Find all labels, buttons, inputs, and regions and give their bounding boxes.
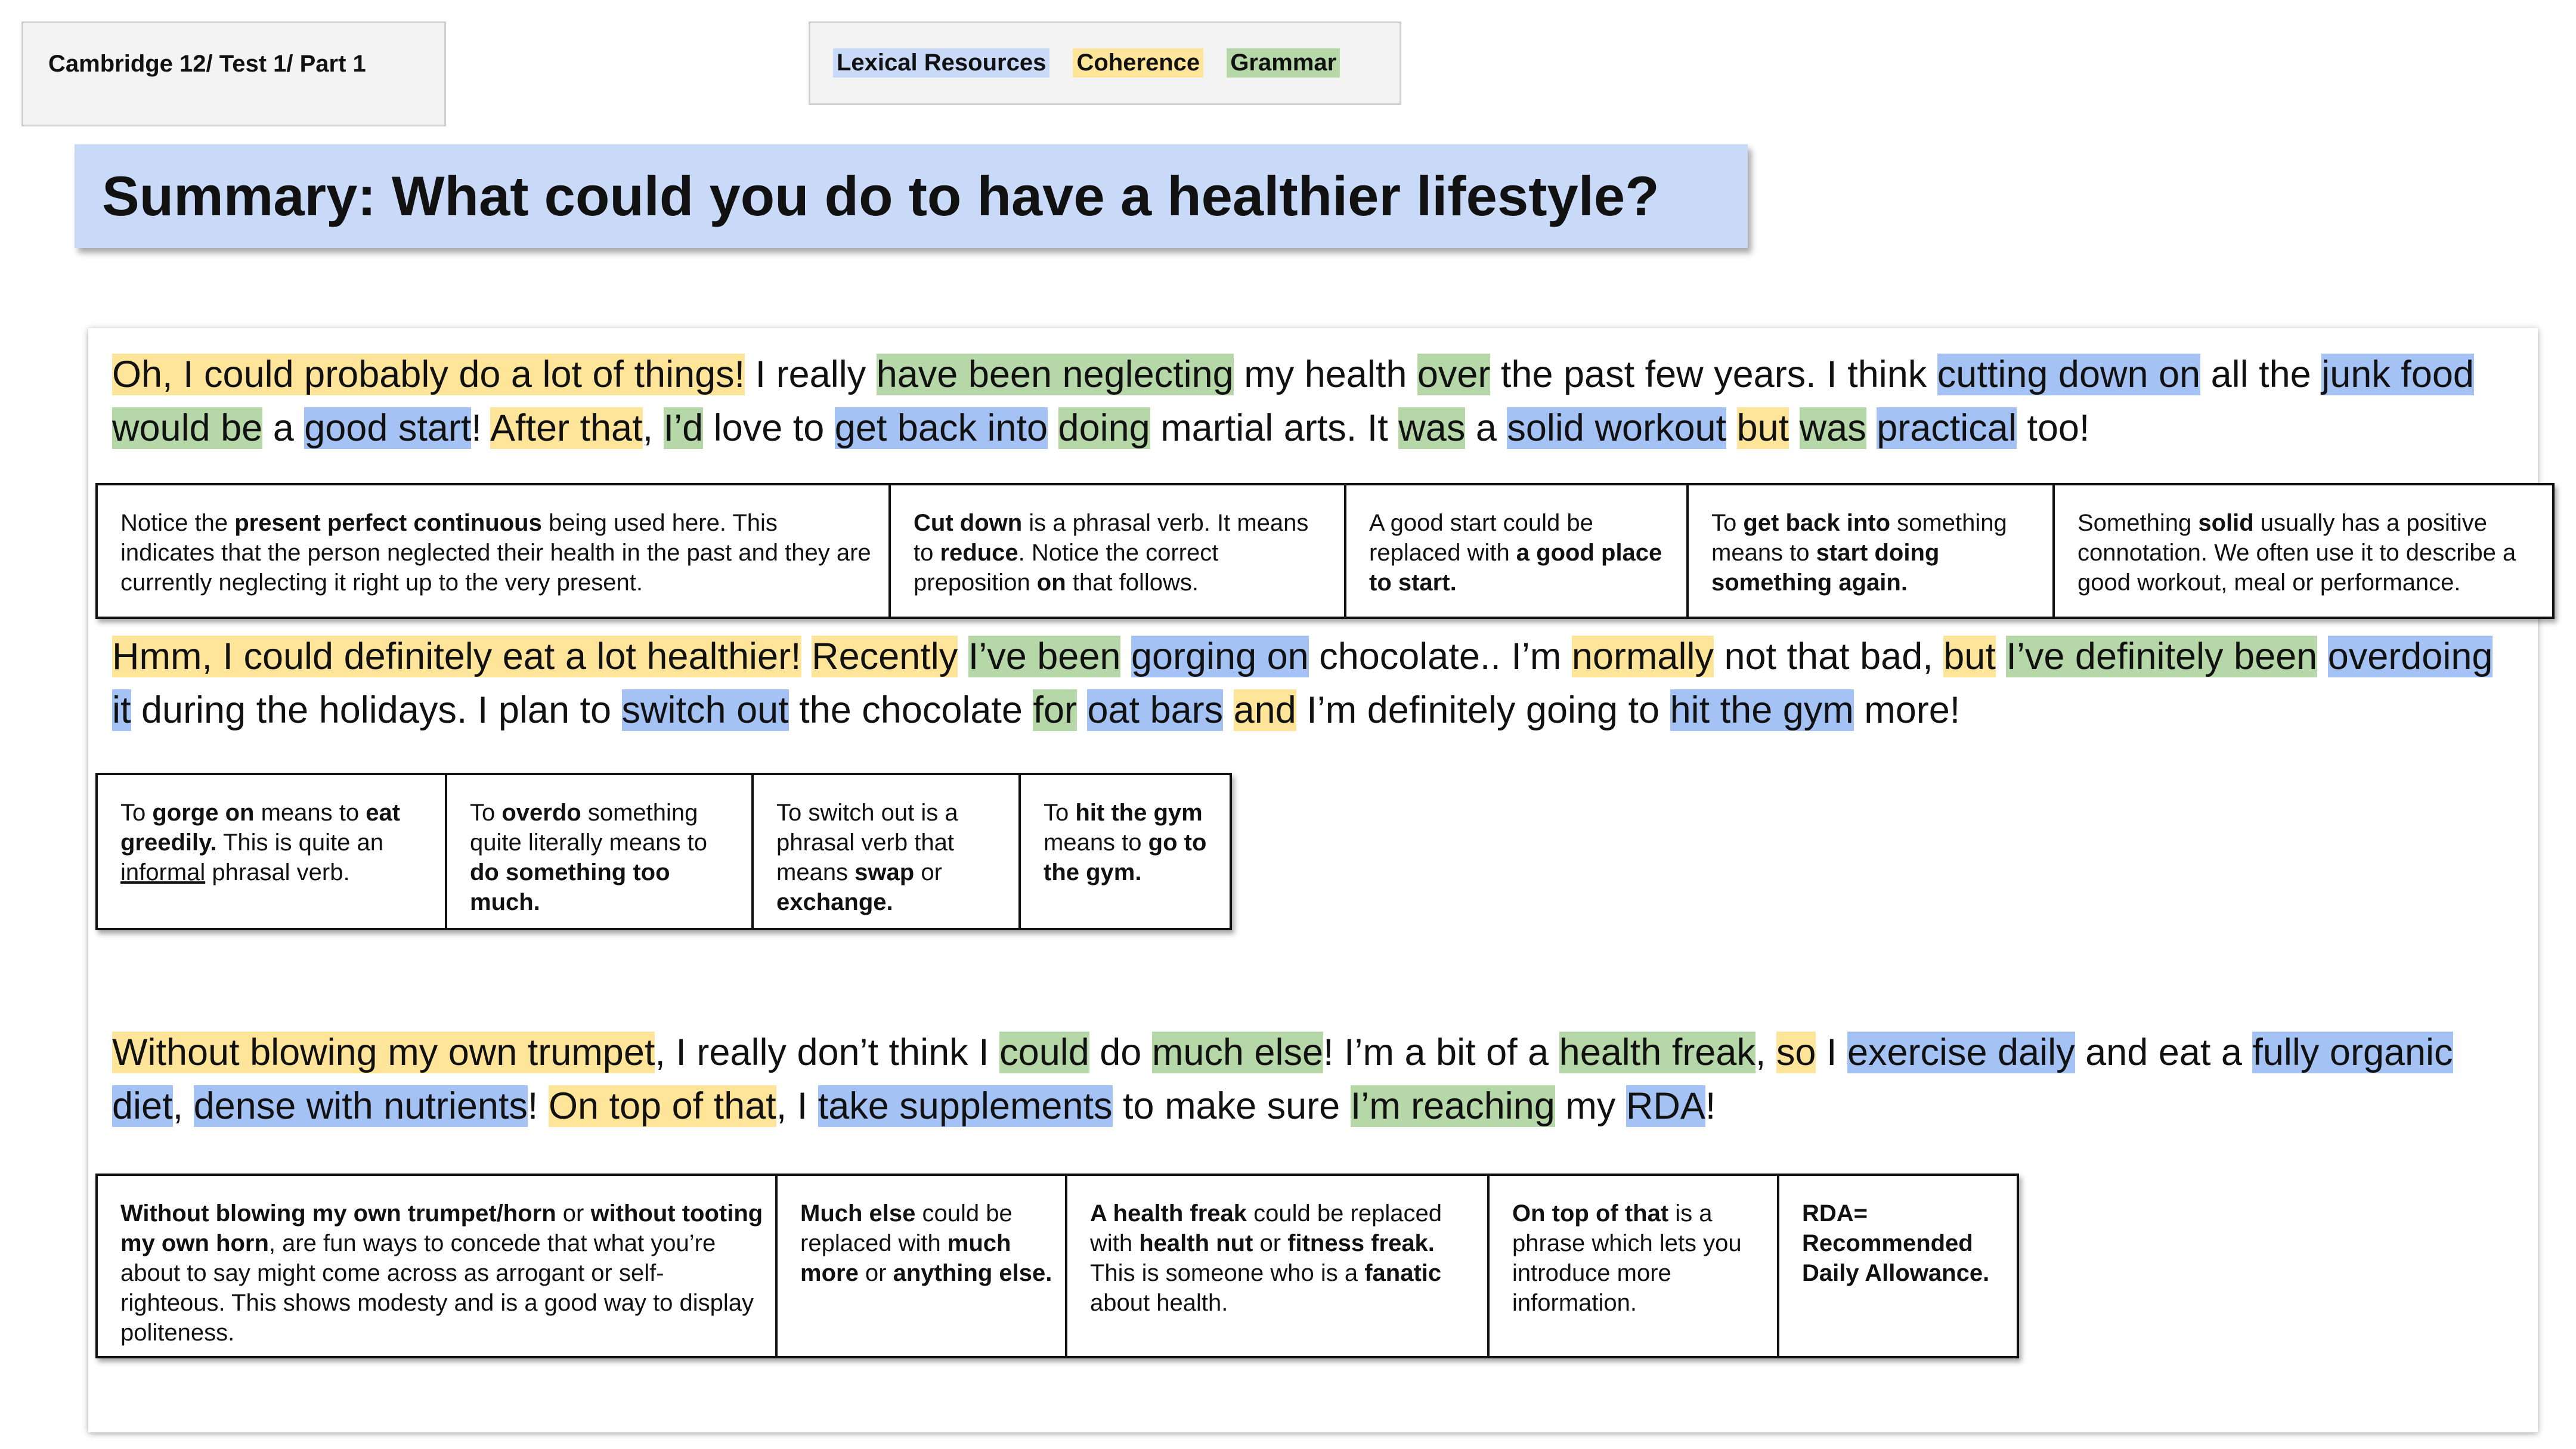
grammar-highlight: I’ve definitely been bbox=[2006, 636, 2318, 677]
answer-paragraph-2 bbox=[112, 630, 2509, 737]
lexical-highlight: solid workout bbox=[1507, 407, 1727, 449]
note-key-term: go to the gym. bbox=[1044, 829, 1207, 886]
coherence-highlight: Hmm, I could definitely eat a lot healthier! bbox=[112, 636, 801, 677]
notes-row-1 bbox=[95, 483, 2555, 619]
answer-text: do bbox=[1089, 1032, 1152, 1073]
answer-text: , bbox=[172, 1085, 194, 1127]
note-1-4 bbox=[1689, 485, 2055, 617]
note-text: To bbox=[1044, 800, 1076, 826]
lexical-highlight: dense with nutrients bbox=[193, 1085, 528, 1127]
grammar-highlight: health freak bbox=[1559, 1032, 1755, 1073]
note-key-term: exchange. bbox=[776, 889, 893, 915]
coherence-highlight: On top of that bbox=[548, 1085, 776, 1127]
note-text: To bbox=[120, 800, 153, 826]
answer-text bbox=[1866, 407, 1877, 449]
note-text: that follows. bbox=[1066, 569, 1199, 596]
note-key-term: On top of that bbox=[1512, 1200, 1669, 1227]
grammar-highlight: over bbox=[1417, 354, 1491, 395]
grammar-highlight: could bbox=[999, 1032, 1089, 1073]
note-text: To bbox=[470, 800, 502, 826]
legend-lexical: Lexical Resources bbox=[833, 48, 1049, 78]
note-text: This is someone who is a bbox=[1090, 1260, 1365, 1286]
note-key-term: Much else bbox=[800, 1200, 916, 1227]
answer-text: , bbox=[1755, 1032, 1776, 1073]
note-1-5 bbox=[2055, 485, 2552, 617]
note-text: A good start could be replaced with bbox=[1369, 510, 1593, 566]
lexical-highlight: good start bbox=[304, 407, 472, 449]
note-key-term: present perfect continuous bbox=[234, 510, 542, 536]
answer-text: more! bbox=[1853, 689, 1961, 731]
note-key-term: do something too much. bbox=[470, 859, 670, 915]
lexical-highlight: cutting down on bbox=[1937, 354, 2201, 395]
answer-text: all the bbox=[2200, 354, 2322, 395]
source-label-box bbox=[21, 21, 446, 126]
note-3-5 bbox=[1779, 1176, 2017, 1356]
note-key-term: overdo bbox=[501, 800, 581, 826]
note-key-term: gorge on bbox=[152, 800, 255, 826]
answer-text bbox=[1726, 407, 1737, 449]
answer-text: ! bbox=[471, 407, 490, 449]
note-key-term: RDA= Recommended Daily Allowance. bbox=[1802, 1200, 1990, 1286]
note-2-2 bbox=[447, 775, 754, 928]
note-text: or bbox=[556, 1200, 591, 1227]
coherence-highlight: and bbox=[1233, 689, 1296, 731]
lexical-highlight: gorging on bbox=[1131, 636, 1309, 677]
answer-text: I’m definitely going to bbox=[1296, 689, 1670, 731]
coherence-highlight: so bbox=[1776, 1032, 1816, 1073]
note-key-term: fitness freak. bbox=[1287, 1230, 1435, 1256]
answer-text: the chocolate bbox=[788, 689, 1033, 731]
note-text: something means to bbox=[1711, 510, 2007, 566]
note-key-term: eat greedily. bbox=[120, 800, 401, 856]
answer-text: to make sure bbox=[1112, 1085, 1351, 1127]
answer-text: my health bbox=[1233, 354, 1417, 395]
note-key-term: A health freak bbox=[1090, 1200, 1247, 1227]
note-key-term: reduce bbox=[940, 540, 1018, 566]
note-key-term: Without blowing my own trumpet/horn bbox=[120, 1200, 556, 1227]
grammar-highlight: I’d bbox=[663, 407, 704, 449]
grammar-highlight: for bbox=[1033, 689, 1077, 731]
coherence-highlight: but bbox=[1943, 636, 1996, 677]
note-text: could be replaced with bbox=[800, 1200, 1013, 1256]
answer-text: , bbox=[642, 407, 664, 449]
note-2-1 bbox=[98, 775, 447, 928]
answer-text: a bbox=[262, 407, 305, 449]
answer-text bbox=[1996, 636, 2007, 677]
note-1-1 bbox=[98, 485, 891, 617]
note-3-3 bbox=[1067, 1176, 1490, 1356]
note-text: is a phrasal verb. It means to bbox=[914, 510, 1309, 566]
note-text: Notice the bbox=[120, 510, 235, 536]
note-text: being used here. This indicates that the person neglected their health in the past and they are currently neglecting it right up to the very present. bbox=[120, 510, 871, 596]
answer-paragraph-1 bbox=[112, 348, 2509, 455]
note-3-2 bbox=[778, 1176, 1067, 1356]
source-label: Cambridge 12/ Test 1/ Part 1 bbox=[48, 51, 366, 77]
note-text: Something bbox=[2077, 510, 2199, 536]
answer-text: and eat a bbox=[2075, 1032, 2253, 1073]
answer-text: I really bbox=[745, 354, 877, 395]
grammar-highlight: have been neglecting bbox=[876, 354, 1234, 395]
note-text: usually has a positive connotation. We often use it to describe a good workout, meal or performance. bbox=[2077, 510, 2516, 596]
lexical-highlight: take supplements bbox=[818, 1085, 1113, 1127]
note-key-term: start doing something again. bbox=[1711, 540, 1940, 596]
note-key-term: a good place to start. bbox=[1369, 540, 1662, 596]
answer-text bbox=[2317, 636, 2328, 677]
note-1-3 bbox=[1346, 485, 1689, 617]
note-key-term: health nut bbox=[1139, 1230, 1253, 1256]
lexical-highlight: RDA bbox=[1626, 1085, 1705, 1127]
coherence-highlight: but bbox=[1736, 407, 1789, 449]
lexical-highlight: exercise daily bbox=[1847, 1032, 2075, 1073]
answer-text: ! I’m a bit of a bbox=[1323, 1032, 1559, 1073]
note-text: phrasal verb. bbox=[205, 859, 350, 886]
grammar-highlight: doing bbox=[1058, 407, 1150, 449]
lexical-highlight: oat bars bbox=[1087, 689, 1224, 731]
answer-text bbox=[801, 636, 812, 677]
answer-text bbox=[958, 636, 968, 677]
note-key-term: without tooting my own horn bbox=[120, 1200, 763, 1256]
note-key-term: solid bbox=[2198, 510, 2254, 536]
note-text: something quite literally means to bbox=[470, 800, 707, 856]
page-title: Summary: What could you do to have a healthier lifestyle? bbox=[75, 144, 1748, 248]
coherence-highlight: Recently bbox=[812, 636, 958, 677]
answer-text bbox=[1789, 407, 1800, 449]
answer-text: I bbox=[1816, 1032, 1847, 1073]
lexical-highlight: switch out bbox=[621, 689, 789, 731]
note-key-term: swap bbox=[854, 859, 915, 886]
lexical-highlight: overdoing it bbox=[112, 636, 2493, 731]
note-key-term: much more bbox=[800, 1230, 1011, 1286]
answer-text: , I bbox=[776, 1085, 818, 1127]
grammar-highlight: would be bbox=[112, 407, 263, 449]
note-key-term: on bbox=[1036, 569, 1066, 596]
note-3-1 bbox=[98, 1176, 778, 1356]
note-underlined-term: informal bbox=[120, 859, 206, 886]
note-text: means to bbox=[254, 800, 366, 826]
note-key-term: hit the gym bbox=[1075, 800, 1203, 826]
answer-text: my bbox=[1555, 1085, 1626, 1127]
notes-row-3 bbox=[95, 1174, 2019, 1358]
note-text: means to bbox=[1044, 829, 1148, 856]
note-text: could be replaced with bbox=[1090, 1200, 1442, 1256]
answer-text: too! bbox=[2016, 407, 2090, 449]
grammar-highlight: much else bbox=[1151, 1032, 1323, 1073]
notes-row-2 bbox=[95, 773, 1232, 930]
legend-grammar: Grammar bbox=[1227, 48, 1340, 78]
note-text: This is quite an bbox=[216, 829, 383, 856]
note-text: To bbox=[1711, 510, 1744, 536]
note-text: or bbox=[858, 1260, 893, 1286]
note-text: is a phrase which lets you introduce more information. bbox=[1512, 1200, 1742, 1316]
answer-text: martial arts. It bbox=[1150, 407, 1399, 449]
grammar-highlight: was bbox=[1398, 407, 1466, 449]
answer-paragraph-3 bbox=[112, 1026, 2509, 1133]
lexical-highlight: junk food bbox=[2321, 354, 2474, 395]
lexical-highlight: fully organic diet bbox=[112, 1032, 2453, 1127]
answer-text: the past few years. I think bbox=[1490, 354, 1937, 395]
answer-text: , I really don’t think I bbox=[655, 1032, 1000, 1073]
answer-text bbox=[1223, 689, 1234, 731]
note-2-3 bbox=[754, 775, 1021, 928]
note-key-term: get back into bbox=[1743, 510, 1891, 536]
coherence-highlight: normally bbox=[1571, 636, 1714, 677]
answer-text: love to bbox=[703, 407, 835, 449]
legend-coherence: Coherence bbox=[1073, 48, 1203, 78]
answer-text: chocolate.. I’m bbox=[1308, 636, 1572, 677]
note-key-term: Cut down bbox=[914, 510, 1023, 536]
note-text: , are fun ways to concede that what you’re about to say might come across as arrogant or self-righteous. This shows modesty and is a good way to display politeness. bbox=[120, 1230, 754, 1346]
grammar-highlight: I’m reaching bbox=[1350, 1085, 1555, 1127]
answer-text: not that bad, bbox=[1713, 636, 1944, 677]
note-text: or bbox=[1253, 1230, 1288, 1256]
answer-text: ! bbox=[1705, 1085, 1716, 1127]
answer-text bbox=[1077, 689, 1088, 731]
lexical-highlight: hit the gym bbox=[1670, 689, 1854, 731]
color-legend bbox=[809, 21, 1401, 105]
answer-text: during the holidays. I plan to bbox=[131, 689, 622, 731]
lexical-highlight: get back into bbox=[834, 407, 1048, 449]
coherence-highlight: After that bbox=[490, 407, 643, 449]
note-text: . Notice the correct preposition bbox=[914, 540, 1219, 596]
answer-text bbox=[1120, 636, 1131, 677]
coherence-highlight: Oh, I could probably do a lot of things! bbox=[112, 354, 745, 395]
grammar-highlight: was bbox=[1799, 407, 1866, 449]
note-3-4 bbox=[1490, 1176, 1779, 1356]
grammar-highlight: I’ve been bbox=[968, 636, 1121, 677]
answer-text bbox=[1048, 407, 1058, 449]
note-key-term: anything else. bbox=[893, 1260, 1052, 1286]
answer-text: ! bbox=[527, 1085, 549, 1127]
note-2-4 bbox=[1021, 775, 1230, 928]
note-text: To switch out is a phrasal verb that means bbox=[776, 800, 958, 886]
coherence-highlight: Without blowing my own trumpet bbox=[112, 1032, 655, 1073]
lexical-highlight: practical bbox=[1877, 407, 2017, 449]
note-1-2 bbox=[891, 485, 1346, 617]
note-key-term: fanatic bbox=[1364, 1260, 1442, 1286]
note-text: about health. bbox=[1090, 1290, 1228, 1316]
note-text: or bbox=[914, 859, 942, 886]
answer-text: a bbox=[1465, 407, 1507, 449]
